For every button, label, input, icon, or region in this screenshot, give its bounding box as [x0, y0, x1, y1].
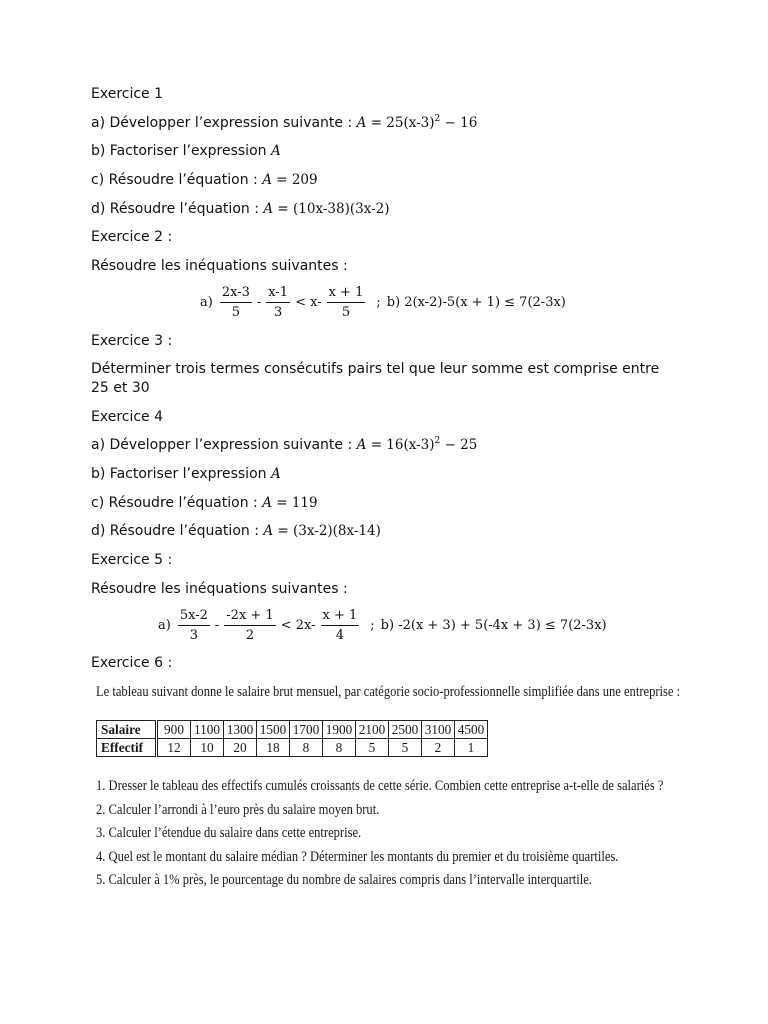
exercise-6-questions	[96, 775, 686, 893]
fraction: $\frac{x-1}{3}$	[268, 285, 289, 321]
exercise-4-question-c: c) Résoudre l’équation : A = 119	[91, 494, 318, 511]
table-row-header: Salaire	[97, 721, 157, 739]
exercise-6-scanned-content	[96, 681, 686, 893]
table-cell: 1500	[257, 721, 290, 739]
exercise-6-intro: Le tableau suivant donne le salaire brut mensuel, par catégorie socio-professionnelle simplifiée dans une entreprise :	[96, 684, 681, 700]
table-cell: 2500	[389, 721, 422, 739]
exercise-5-intro: Résoudre les inéquations suivantes :	[91, 580, 348, 597]
table-cell: 1	[455, 739, 488, 757]
exercise-4-title: Exercice 4	[91, 408, 164, 425]
table-cell: 12	[157, 739, 191, 757]
exercise-2-title: Exercice 2 :	[91, 229, 173, 246]
table-cell: 10	[191, 739, 224, 757]
table-cell: 18	[257, 739, 290, 757]
table-cell: 8	[290, 739, 323, 757]
fraction: $\frac{5x-2}{3}$	[179, 607, 208, 643]
table-cell: 1300	[224, 721, 257, 739]
document-body	[91, 84, 691, 682]
table-cell: 1900	[323, 721, 356, 739]
exercise-5-inequations: a) $\frac{5x-2}{3}$ - $\frac{-2x + 1}{2}$ < 2x- $\frac{x + 1}{4}$ ; b) -2(x + 3) + 5(-4x + 3) ≤ 7(2-3x)	[158, 607, 607, 643]
list-item: 4. Quel est le montant du salaire médian ? Déterminer les montants du premier et du troisième quartiles.	[96, 848, 619, 865]
table-cell: 4500	[455, 721, 488, 739]
table-cell: 5	[356, 739, 389, 757]
list-item: 3. Calculer l’étendue du salaire dans cette entreprise.	[96, 825, 362, 841]
table-cell: 1700	[290, 721, 323, 739]
exercise-6-title: Exercice 6 :	[91, 655, 173, 672]
exercise-1-question-b: b) Factoriser l’expression A	[91, 143, 281, 160]
exercise-5-title: Exercice 5 :	[91, 551, 173, 568]
exercise-2-intro: Résoudre les inéquations suivantes :	[91, 258, 348, 275]
table-cell: 3100	[422, 721, 455, 739]
fraction: $\frac{-2x + 1}{2}$	[226, 607, 274, 643]
list-item: 5. Calculer à 1% près, le pourcentage du nombre de salaires compris dans l’intervalle interquartile.	[96, 872, 592, 888]
list-item: 2. Calculer l’arrondi à l’euro près du salaire moyen brut.	[96, 801, 380, 818]
exercise-1-question-a: a) Développer l’expression suivante : $A = 25(x-3)^2 - 16$	[91, 113, 478, 131]
list-item: 1. Dresser le tableau des effectifs cumulés croissants de cette série. Combien cette entreprise a-t-elle de salariés ?	[96, 778, 664, 794]
exercise-3-title: Exercice 3 :	[91, 332, 173, 349]
table-cell: 1100	[191, 721, 224, 739]
exercise-4-question-d: d) Résoudre l’équation : A = (3x-2)(8x-14)	[91, 523, 381, 540]
table-cell: 5	[389, 739, 422, 757]
exercise-4-question-b: b) Factoriser l’expression A	[91, 465, 281, 482]
exercise-2-inequations: a) $\frac{2x-3}{5}$ - $\frac{x-1}{3}$ < x- $\frac{x + 1}{5}$ ; b) 2(x-2)-5(x + 1) ≤ 7(2-3x)	[200, 285, 566, 321]
table-row-header: Effectif	[97, 739, 157, 757]
table-cell: 8	[323, 739, 356, 757]
table-cell: 900	[157, 721, 191, 739]
table-cell: 2	[422, 739, 455, 757]
table-cell: 20	[224, 739, 257, 757]
salary-table	[96, 720, 488, 757]
fraction: $\frac{x + 1}{4}$	[322, 607, 358, 643]
exercise-1-question-c: c) Résoudre l’équation : A = 209	[91, 172, 318, 189]
exercise-1-title: Exercice 1	[91, 86, 164, 102]
exercise-3-text: Déterminer trois termes consécutifs pairs tel que leur somme est comprise entre 25 et 30	[91, 360, 660, 396]
table-row	[97, 721, 488, 739]
table-cell: 2100	[356, 721, 389, 739]
fraction: $\frac{2x-3}{5}$	[221, 285, 250, 321]
exercise-1-question-d: d) Résoudre l’équation : A = (10x-38)(3x-2)	[91, 200, 390, 217]
exercise-4-question-a: a) Développer l’expression suivante : $A = 16(x-3)^2 - 25$	[91, 436, 478, 454]
table-row	[97, 739, 488, 757]
fraction: $\frac{x + 1}{5}$	[328, 285, 364, 321]
